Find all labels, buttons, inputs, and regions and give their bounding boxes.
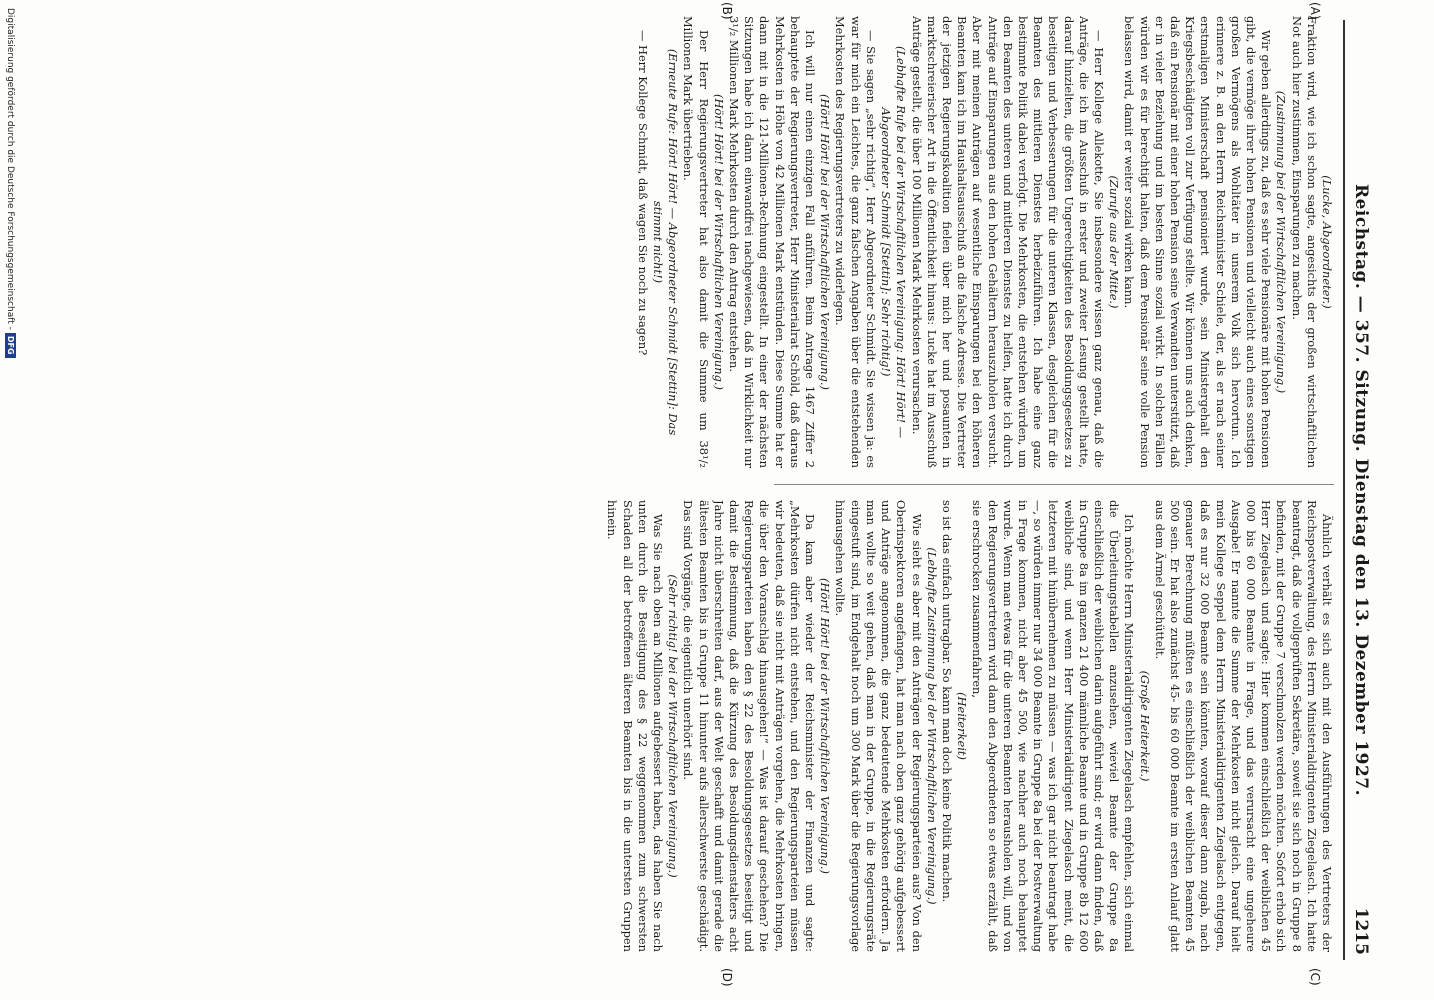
page-number: 1215 [1351,907,1371,955]
paragraph: Ähnlich verhält es sich auch mit den Ausführungen des Vertreters der Reichspostverwaltung, des Herrn Ministerialdirigenten Ziegelasch. Ich hatte beantragt, daß die vollgeprüften Sekretäre, soweit sie sich noch in Gruppe 8 befinden, mit der Gruppe 7 verschmolzen werden möchten. Sofort erhob sich Herr Ziegelasch und sagte: Hier kommen einschließlich der weiblichen 45 000 bis 60 000 Beamte in Frage, und das verursacht eine ungeheure Ausgabe! Er nannte die Summe der Mehrkosten nicht gleich. Darauf hielt mein Kollege Seppel dem Herrn Ministerialdirigenten Ziegelasch entgegen, daß es nur 32 000 Beamte sein könnten, worauf dieser dann zugab, nach genauer Berechnung müßten es einschließlich der weiblichen Beamten 45 500 sein. Er hat also zunächst 45- bis 60 000 Beamte im ersten Anlauf glatt aus dem Ärmel geschüttelt. [1152,500,1334,952]
interjection: (Große Heiterkeit.) [1137,670,1152,782]
interjection: (Sehr richtig! bei der Wirtschaftlichen Vereinigung.) [666,574,681,878]
paragraph: Fraktion wird, wie ich schon sagte, angesichts der großen wirtschaftlichen Not auch hier zustimmen, Einsparungen zu machen. [1289,16,1319,468]
page-header [1343,20,1379,960]
left-text-column [34,16,1334,468]
digitization-footer [2,8,16,980]
interjection: (Zurufe aus der Mitte.) [1107,175,1122,309]
page-title: Reichstag. — 357. Sitzung. Dienstag den 13. Dezember 1927. [1351,183,1371,797]
interjection: (Zustimmung bei der Wirtschaftlichen Vereinigung.) [1274,90,1289,394]
interjection: (Erneute Rufe: Hört! Hört! — Abgeordneter Schmidt [Stettin]: Das stimmt nicht!) [651,48,681,436]
footer-text: Digitalisierung gefördert durch die Deutsche Forschungsgemeinschaft - [5,8,15,330]
interjection: (Hört! Hört! bei der Wirtschaftlichen Vereinigung.) [818,94,833,390]
paragraph: Da kam aber wieder der Reichsminister der Finanzen und sagte: „Mehrkosten dürfen nicht entstehen, und den Regierungsparteien müssen wir bedeuten, daß sie nicht mit Anträgen vorgehen, die Mehrkosten bringen, die über den Voranschlag hinausgehen!“ — Was ist darauf geschehen? Die Regierungsparteien haben den § 22 des Besoldungsgesetzes beseitigt und damit die Bestimmung, daß die Kürzung des Besoldungsdienstalters acht Jahre nicht überschreiten darf, aus der Welt geschafft und damit gerade die ältesten Beamten bis in Gruppe 11 hinunter aufs allerschwerste geschädigt. Das sind Vorgänge, die eigentlich unerhört sind. [681,500,818,952]
interjection: (Hört! Hört! bei der Wirtschaftlichen Vereinigung.) [818,578,833,874]
interjection: (Lebhafte Zustimmung bei der Wirtschaftlichen Vereinigung.) [924,547,939,905]
paragraph: — Sie sagen „sehr richtig“, Herr Abgeordneter Schmidt. Sie wissen ja: es war für mich ein Leichtes, die ganz falschen Angaben über die entstehenden Mehrkosten des Regierungsvertreters zu widerlegen. [833,16,878,468]
interjection: (Heiterkeit) [955,692,970,760]
paragraph: Ich möchte Herrn Ministerialdirigenten Ziegelasch empfehlen, sich einmal die Überleitungstabellen anzusehen, wieviel Beamte der Gruppe 8a einschließlich der weiblichen darin aufgeführt sind; er wird dann finden, daß in Gruppe 8a im ganzen 21 400 männliche Beamte und in Gruppe 8b 12 600 weibliche sind, und wenn Herr Ministerialdirigent Ziegelasch meint, die letzteren mit hinübernehmen zu müssen — was ich gar nicht beantragt habe —, so würden immer nur 34 000 Beamte in Gruppe 8a bei der Postverwaltung in Frage kommen, nicht aber 45 500, wie nachher auch noch behauptet wurde. Wenn man etwas für die unteren Beamten herausholen will, und von den Regierungsvertretern wird dann den Abgeordneten so etwas erzählt, daß sie erschrocken zusammenfahren, [970,500,1137,952]
paragraph: — Herr Kollege Schmidt, daß wagen Sie noch zu sagen? [635,30,650,356]
margin-marker-d: (D) [720,968,734,987]
right-text-column [34,500,1334,952]
margin-marker-c: (C) [1308,968,1322,986]
margin-marker-a: (A) [1308,2,1322,20]
paragraph: so ist das einfach untragbar. So kann man doch keine Politik machen. [939,500,954,903]
paragraph: Wie sieht es aber mit den Anträgen der Regierungsparteien aus? Von den Oberinspektoren angefangen, hat man nach oben ganz gehörig aufgebessert und Anträge angenommen, die ganz bedeutende Mehrkosten erfordern. Ja man wollte so weit gehen, daß man in der Gruppe, in die Regierungsräte eingestuft sind, im Endgehalt noch um 300 Mark über die Regierungsvorlage hinausgehen wollte. [833,500,924,952]
paragraph: Wir geben allerdings zu, daß es sehr viele Pensionäre mit hohen Pensionen gibt, die vermöge ihrer hohen Pensionen und vielleicht auch eines sonstigen großen Vermögens als Wohltäter in unserem Volk sich hervortun. Ich erinnere z. B. an den Herrn Reichsminister Schiele, der, als er nach seiner erstmaligen Ministerschaft pensioniert wurde, sein Ministergehalt den Kriegsbeschädigten voll zur Verfügung stellte. Wir können uns auch denken, daß ein Pensionär mit einer hohen Pension seine Verwandten unterstützt, daß er in vieler Beziehung und im besten Sinne sozial wirkt. In solchen Fällen würden wir es für berechtigt halten, daß dem Pensionär seine volle Pension belassen wird, damit er weiter sozial wirken kann. [1122,16,1274,468]
interjection: (Hört! Hört! bei der Wirtschaftlichen Vereinigung.) [711,94,726,390]
interjection: (Lucke, Abgeordneter.) [1320,175,1334,309]
margin-marker-b: (B) [720,2,734,20]
column-divider [774,484,1334,485]
interjection: (Lebhafte Rufe bei der Wirtschaftlichen Vereinigung: Hört! Hört! — Abgeordneter Schmidt [Stettin]: Sehr richtig!) [879,45,909,439]
paragraph: — Herr Kollege Allekotte, Sie insbesondere wissen ganz genau, daß die Anträge, die ich im Ausschuß in erster und zweiter Lesung gestellt hatte, darauf hinzielten, die größten Ungerechtigkeiten des Besoldungsgesetzes zu beseitigen und Verbesserungen für die unteren Klassen, desgleichen für die Beamten des mittleren Dienstes herbeizuführen. Ich habe eine ganz bestimmte Politik dabei verfolgt. Die Mehrkosten, die entstehen würden, um den Beamten des unteren und mittleren Dienstes zu helfen, hatte ich durch Anträge auf Einsparungen aus den hohen Gehältern herauszuholen versucht. Aber mit meinen Anträgen auf wesentliche Einsparungen bei den höheren Beamten kam ich im Haushaltsausschuß an die falsche Adresse. Die Vertreter der jetzigen Regierungskoalition fielen über mich her und posaunten in marktschreierischer Art in die Öffentlichkeit hinaus: Lucke hat im Ausschuß Anträge gestellt, die über 100 Millionen Mark Mehrkosten verursachen. [909,16,1106,468]
paragraph: Der Herr Regierungsvertreter hat also damit die Summe um 38¹/₂ Millionen Mark übertrieben. [681,16,711,468]
paragraph: Was Sie nach oben an Millionen aufgebessert haben, das haben Sie nach unten durch die Beseitigung des § 22 weggenommen zum schwersten Schaden all der betroffenen älteren Beamten bis in die untersten Gruppen hinein. [605,500,666,952]
paragraph: Ich will nur einen einzigen Fall anführen. Beim Antrage 1467 Ziffer 2 behauptete der Regierungsvertreter, Herr Ministerialrat Schöld, daß daraus Mehrkosten in Höhe von 42 Millionen Mark entstünden. Diese Summe hat er dann mit in die 121-Millionen-Rechnung eingestellt. In einer der nächsten Sitzungen habe ich dann einwandfrei nachgewiesen, daß in Wirklichkeit nur 3¹/₂ Millionen Mark Mehrkosten durch den Antrag entstehen. [727,16,818,468]
dfg-logo: DFG [5,333,16,358]
